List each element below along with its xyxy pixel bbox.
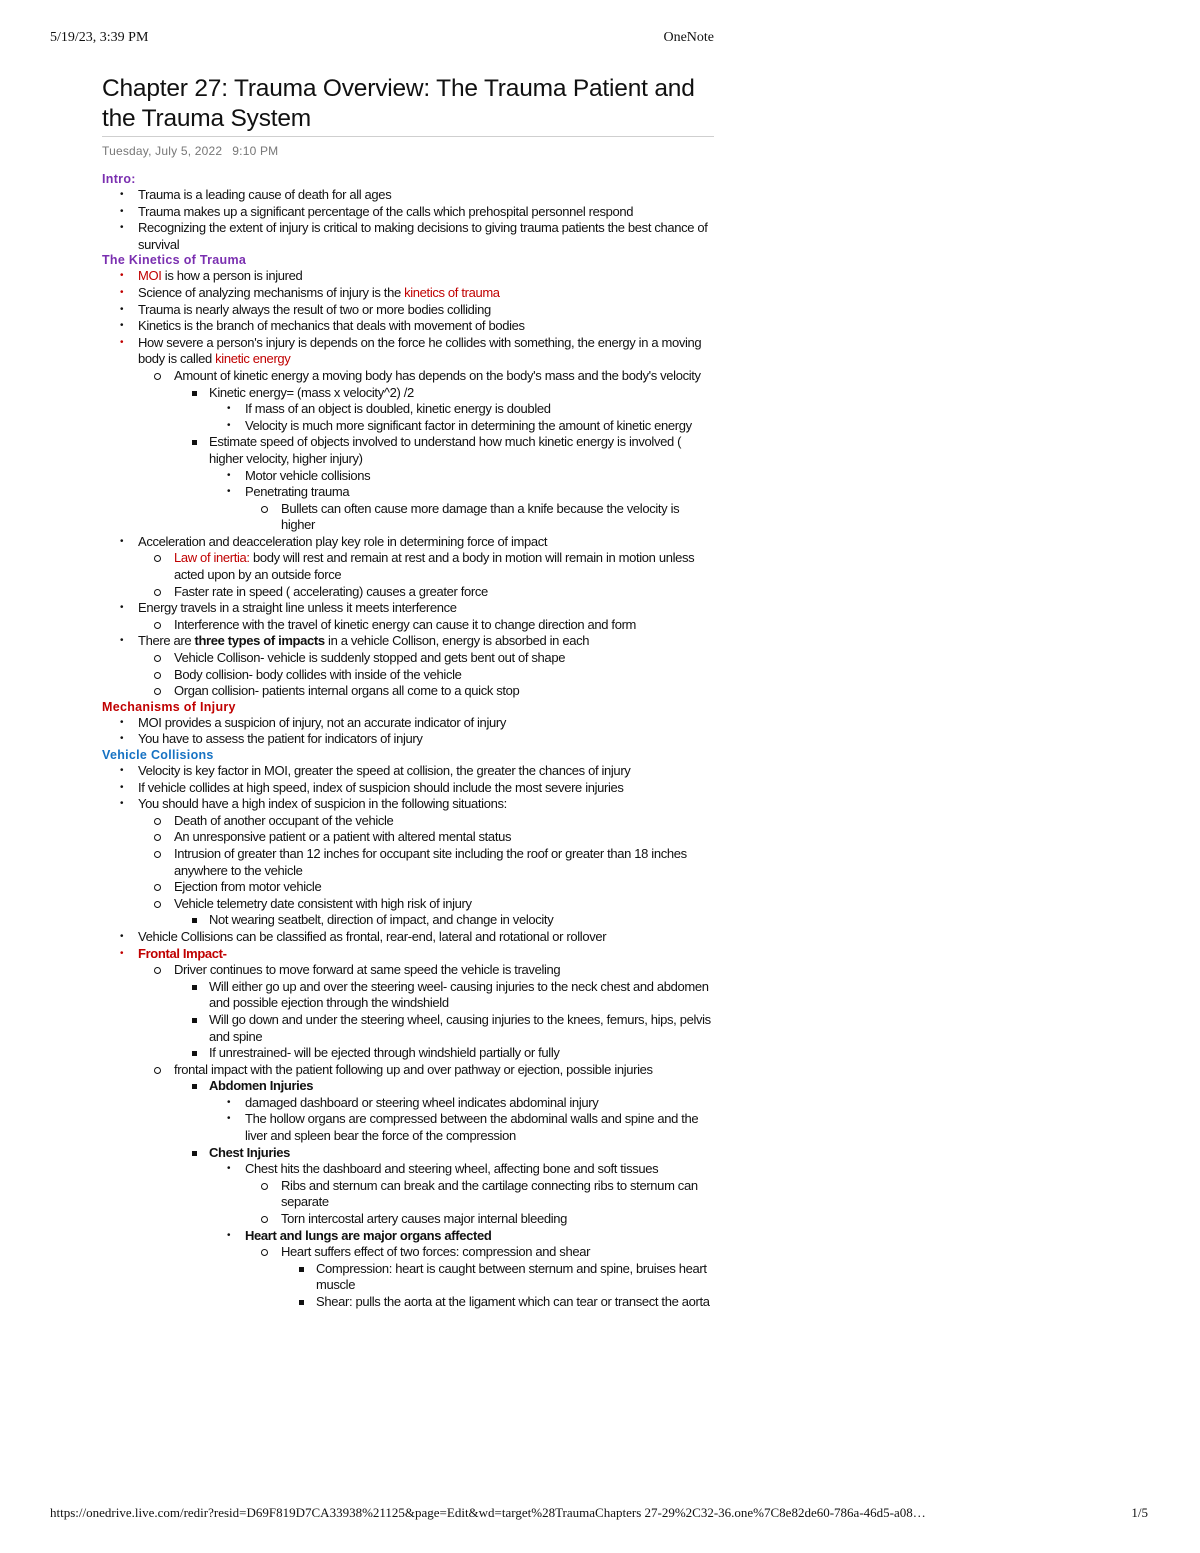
list-item <box>102 268 714 285</box>
list-item <box>174 979 714 1012</box>
bullet-list <box>209 468 714 534</box>
list-item-text: Death of another occupant of the vehicle <box>174 812 394 828</box>
list-item <box>138 846 714 879</box>
list-item-text: Trauma makes up a significant percentage of the calls which prehospital personnel respond <box>138 203 634 219</box>
bullet-list <box>245 501 714 534</box>
list-item-text: damaged dashboard or steering wheel indicates abdominal injury <box>245 1094 599 1110</box>
list-item <box>209 418 714 435</box>
bullet-list <box>281 1261 714 1311</box>
print-datetime: 5/19/23, 3:39 PM <box>50 30 149 45</box>
bullet-list <box>138 962 714 1310</box>
list-item-text: Kinetic energy= (mass x velocity^2) /2 <box>209 384 414 400</box>
list-item-text: Vehicle Collisions can be classified as frontal, rear-end, lateral and rotational or rollover <box>138 928 607 944</box>
bullet-list <box>174 1078 714 1310</box>
bullet-list <box>102 268 714 699</box>
bullet-list <box>245 1178 714 1228</box>
list-item <box>209 468 714 485</box>
list-item-text: Vehicle Collison- vehicle is suddenly stopped and gets bent out of shape <box>174 650 566 666</box>
page-title: Chapter 27: Trauma Overview: The Trauma Patient and the Trauma System <box>102 74 714 137</box>
text-run: Abdomen Injuries <box>209 1078 314 1094</box>
text-run: three types of impacts <box>194 633 325 649</box>
bullet-list <box>138 813 714 929</box>
list-item <box>102 946 714 1311</box>
list-item <box>209 1161 714 1227</box>
list-item-text: Bullets can often cause more damage than a knife because the velocity is higher <box>281 500 680 533</box>
page-time: 9:10 PM <box>232 144 279 158</box>
bullet-list <box>102 763 714 1311</box>
list-item-text: Motor vehicle collisions <box>245 467 371 483</box>
section-heading: The Kinetics of Trauma <box>102 253 247 268</box>
list-item-text: Vehicle telemetry date consistent with high risk of injury <box>174 895 472 911</box>
list-item-text: If vehicle collides at high speed, index of suspicion should include the most severe injuries <box>138 779 624 795</box>
list-item <box>209 1228 714 1311</box>
list-item <box>174 1078 714 1144</box>
list-item <box>174 385 714 435</box>
list-item <box>174 912 714 929</box>
list-item <box>102 335 714 534</box>
list-item <box>102 731 714 748</box>
list-item-text: Intrusion of greater than 12 inches for occupant site including the roof or greater than 18 inches anywhere to the vehicle <box>174 845 687 878</box>
list-item-text: Chest hits the dashboard and steering wheel, affecting bone and soft tissues <box>245 1161 659 1177</box>
text-run: kinetic energy <box>215 351 291 367</box>
list-item-text: You should have a high index of suspicion in the following situations: <box>138 796 507 812</box>
list-item <box>174 1045 714 1062</box>
list-item <box>209 484 714 534</box>
list-item-text: Driver continues to move forward at same speed the vehicle is traveling <box>174 962 561 978</box>
list-item-text: Energy travels in a straight line unless it meets interference <box>138 600 457 616</box>
list-item <box>102 302 714 319</box>
list-item <box>138 667 714 684</box>
list-item-text: Faster rate in speed ( accelerating) causes a greater force <box>174 583 488 599</box>
list-item <box>102 715 714 732</box>
list-item-text: Will either go up and over the steering weel- causing injuries to the neck chest and abdomen and possible ejection through the windshield <box>209 978 709 1011</box>
list-item <box>102 318 714 335</box>
note-page <box>102 74 714 1311</box>
bullet-list <box>102 187 714 253</box>
list-item <box>209 401 714 418</box>
list-item-text: Shear: pulls the aorta at the ligament which can tear or transect the aorta <box>316 1294 710 1309</box>
bullet-list <box>102 715 714 748</box>
list-item <box>102 187 714 204</box>
list-item <box>281 1294 714 1311</box>
list-item-text: MOI provides a suspicion of injury, not an accurate indicator of injury <box>138 714 506 730</box>
list-item <box>138 896 714 929</box>
list-item-text: frontal impact with the patient following up and over pathway or ejection, possible injuries <box>174 1061 653 1077</box>
list-item <box>138 1062 714 1311</box>
bullet-list <box>138 368 714 534</box>
text-run: kinetics of trauma <box>404 284 500 300</box>
list-item <box>138 683 714 700</box>
list-item-text: If unrestrained- will be ejected through windshield partially or fully <box>209 1045 560 1061</box>
list-item-text: Estimate speed of objects involved to understand how much kinetic energy is involved ( higher velocity, higher injury) <box>209 434 682 466</box>
list-item <box>102 763 714 780</box>
list-item <box>138 879 714 896</box>
print-footer <box>50 1505 1148 1521</box>
list-item <box>102 220 714 253</box>
list-item <box>174 1145 714 1311</box>
bullet-list <box>138 550 714 600</box>
list-item <box>138 829 714 846</box>
list-item <box>245 1211 714 1228</box>
list-item-text: Compression: heart is caught between sternum and spine, bruises heart muscle <box>316 1260 707 1293</box>
list-item-text: Interference with the travel of kinetic energy can cause it to change direction and form <box>174 616 637 632</box>
text-run: body will rest and remain at rest and a body in motion will remain in motion unless acted upon by an outside force <box>174 550 695 583</box>
list-item-text: Torn intercostal artery causes major internal bleeding <box>281 1211 568 1227</box>
text-run: Chest Injuries <box>209 1144 291 1160</box>
text-run: Law of inertia: <box>174 550 250 566</box>
text-run: in a vehicle Collison, energy is absorbed in each <box>324 633 590 649</box>
text-run: MOI <box>138 268 162 284</box>
list-item-text: Velocity is key factor in MOI, greater the speed at collision, the greater the chances of injury <box>138 763 631 778</box>
list-item-text: The hollow organs are compressed between the abdominal walls and spine and the liver and spleen bear the force of the compression <box>245 1111 699 1144</box>
list-item-text: Kinetics is the branch of mechanics that deals with movement of bodies <box>138 318 525 334</box>
print-header <box>50 30 714 46</box>
list-item <box>174 434 714 534</box>
bullet-list <box>209 401 714 434</box>
print-page-number: 1/5 <box>1131 1505 1148 1520</box>
page-datetime <box>102 144 714 158</box>
bullet-list <box>174 385 714 534</box>
list-item-text: Heart suffers effect of two forces: compression and shear <box>281 1244 591 1260</box>
text-run: is how a person is injured <box>161 268 303 284</box>
list-item <box>138 550 714 583</box>
list-item <box>102 633 714 699</box>
list-item-text: Trauma is a leading cause of death for all ages <box>138 187 392 202</box>
list-item-text: Trauma is nearly always the result of two or more bodies colliding <box>138 301 491 317</box>
list-item-text: Ejection from motor vehicle <box>174 879 322 895</box>
text-run: Science of analyzing mechanisms of injury is the <box>138 284 405 300</box>
section-heading: Mechanisms of Injury <box>102 699 236 714</box>
note-content <box>102 172 714 1311</box>
list-item-text: Organ collision- patients internal organs all come to a quick stop <box>174 683 520 699</box>
print-app-name: OneNote <box>663 30 714 45</box>
text-run: There are <box>138 633 195 649</box>
list-item-text: Amount of kinetic energy a moving body has depends on the body's mass and the body's velocity <box>174 367 701 383</box>
bullet-list <box>245 1244 714 1310</box>
list-item-text: Body collision- body collides with inside of the vehicle <box>174 666 462 682</box>
list-item-text: You have to assess the patient for indicators of injury <box>138 731 423 747</box>
list-item <box>102 204 714 221</box>
bullet-list <box>138 650 714 700</box>
page-date: Tuesday, July 5, 2022 <box>102 144 223 158</box>
list-item <box>102 600 714 633</box>
list-item <box>102 929 714 946</box>
list-item <box>138 813 714 830</box>
text-run: Heart and lungs are major organs affected <box>245 1227 492 1243</box>
list-item-text: Ribs and sternum can break and the cartilage connecting ribs to sternum can separate <box>281 1177 698 1210</box>
list-item <box>245 501 714 534</box>
list-item-text: An unresponsive patient or a patient with altered mental status <box>174 829 512 845</box>
list-item <box>138 962 714 1062</box>
print-url-link[interactable]: https://onedrive.live.com/redir?resid=D69F819D7CA33938%21125&page=Edit&wd=target%28TraumaChapters 27-29%2C32-36.one%7C8e82de60-786a-46d5-a08… <box>50 1505 926 1520</box>
section-heading: Vehicle Collisions <box>102 748 214 762</box>
list-item-text: Recognizing the extent of injury is critical to making decisions to giving trauma patients the best chance of survival <box>138 220 708 252</box>
list-item <box>138 584 714 601</box>
list-item <box>245 1178 714 1211</box>
list-item <box>174 1012 714 1045</box>
list-item <box>209 1111 714 1144</box>
bullet-list <box>174 979 714 1062</box>
list-item <box>281 1261 714 1294</box>
list-item <box>138 650 714 667</box>
bullet-list <box>209 1095 714 1145</box>
list-item <box>102 534 714 600</box>
bullet-list <box>209 1161 714 1310</box>
bullet-list <box>174 912 714 929</box>
list-item-text: Acceleration and deacceleration play key role in determining force of impact <box>138 533 548 549</box>
list-item <box>245 1244 714 1310</box>
list-item-text: Velocity is much more significant factor in determining the amount of kinetic energy <box>245 417 692 433</box>
list-item <box>209 1095 714 1112</box>
list-item <box>138 617 714 634</box>
bullet-list <box>138 617 714 634</box>
list-item <box>102 285 714 302</box>
list-item <box>138 368 714 534</box>
section-heading: Intro: <box>102 172 136 186</box>
list-item <box>102 780 714 797</box>
text-run: How severe a person's injury is depends on the force he collides with something, the energy in a moving body is called <box>138 334 702 367</box>
list-item-text: Will go down and under the steering wheel, causing injuries to the knees, femurs, hips, pelvis and spine <box>209 1011 711 1044</box>
list-item-text: If mass of an object is doubled, kinetic energy is doubled <box>245 401 551 417</box>
list-item-text: Penetrating trauma <box>245 484 350 500</box>
text-run: Frontal Impact- <box>138 945 227 961</box>
list-item-text: Not wearing seatbelt, direction of impact, and change in velocity <box>209 912 554 928</box>
list-item <box>102 796 714 929</box>
